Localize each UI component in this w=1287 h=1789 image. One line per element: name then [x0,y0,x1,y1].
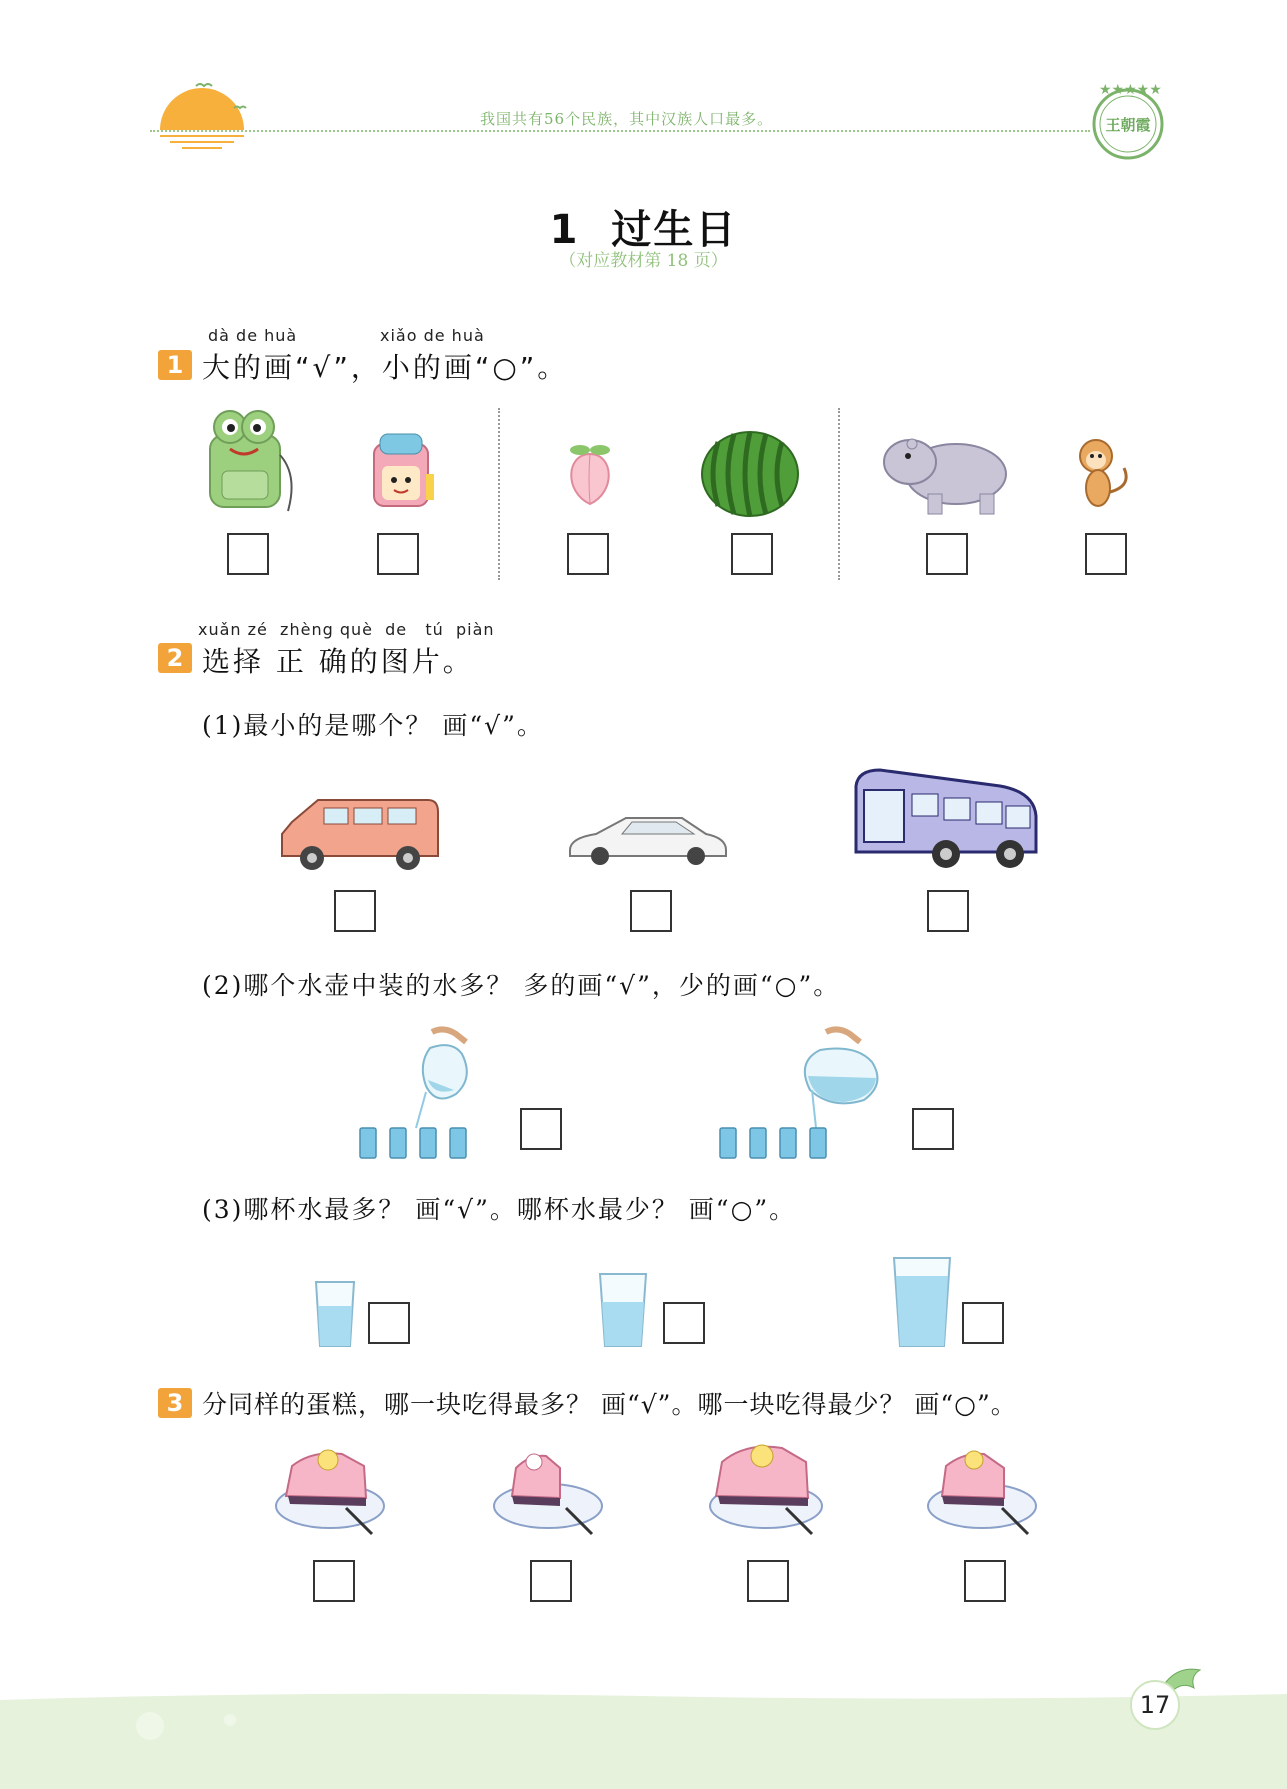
q3-answer-box-2[interactable] [530,1560,572,1602]
q1-answer-box-3[interactable] [567,533,609,575]
header-divider [150,130,1090,132]
sun-logo-icon [150,72,260,152]
question-2-text: 选择 正 确的图片。 [202,645,474,678]
footer-background [0,1690,1287,1789]
q2-sub2-text: (2)哪个水壶中装的水多？ 多的画“√”，少的画“○”。 [202,971,841,1000]
cake-slice-icon [490,1446,610,1540]
question-number-3: 3 [158,1388,192,1418]
q2-3-answer-box-1[interactable] [368,1302,410,1344]
publisher-badge [1085,76,1171,162]
hippo-icon [882,428,1010,518]
header-tagline: 我国共有56个民族，其中汉族人口最多。 [480,110,774,128]
water-glass-medium-icon [596,1268,650,1350]
page-number: 17 [1130,1680,1180,1730]
question-3-text: 分同样的蛋糕，哪一块吃得最多？ 画“√”。哪一块吃得最少？ 画“○”。 [202,1390,1017,1419]
question-1-text: 大的画“√”，小的画“○”。 [202,351,569,384]
badge-label: 王朝霞 [1105,116,1151,134]
car-icon [566,812,730,866]
q2-1-answer-box-car[interactable] [630,890,672,932]
q3-answer-box-3[interactable] [747,1560,789,1602]
page-subtitle: （对应教材第 18 页） [559,251,728,271]
cake-slice-icon [924,1446,1044,1540]
svg-text:★★★★★: ★★★★★ [1099,82,1162,98]
q1-answer-box-6[interactable] [1085,533,1127,575]
green-backpack-icon [200,405,300,515]
q2-sub3-text: (3)哪杯水最多？ 画“√”。哪杯水最少？ 画“○”。 [202,1195,797,1224]
bus-icon [850,766,1040,872]
q2-2-answer-box-1[interactable] [520,1108,562,1150]
question-number-1: 1 [158,350,192,380]
q2-3-answer-box-3[interactable] [962,1302,1004,1344]
q2-2-answer-box-2[interactable] [912,1108,954,1150]
water-glass-small-icon [312,1276,358,1350]
q1-answer-box-5[interactable] [926,533,968,575]
watermelon-icon [698,428,802,518]
q1-pinyin-a: dà de huà [208,326,298,345]
q1-answer-box-4[interactable] [731,533,773,575]
van-icon [278,794,440,876]
cake-slice-icon [272,1446,392,1540]
peach-icon [560,440,620,510]
q1-pinyin-b: xiǎo de huà [380,326,485,345]
q2-pinyin: xuǎn zé zhèng què de tú piàn [198,620,495,639]
water-glass-large-icon [890,1252,954,1350]
q1-answer-box-2[interactable] [377,533,419,575]
page-title: 1 过生日 [549,207,738,253]
monkey-icon [1072,436,1136,516]
q2-3-answer-box-2[interactable] [663,1302,705,1344]
q2-1-answer-box-van[interactable] [334,890,376,932]
pitcher-pouring-icon [356,1024,496,1162]
q1-answer-box-1[interactable] [227,533,269,575]
divider-2 [838,408,840,580]
divider-1 [498,408,500,580]
q2-1-answer-box-bus[interactable] [927,890,969,932]
q3-answer-box-1[interactable] [313,1560,355,1602]
q2-sub1-text: (1)最小的是哪个？ 画“√”。 [202,711,544,740]
pitcher-pouring-icon [716,1024,896,1162]
question-number-2: 2 [158,643,192,673]
q3-answer-box-4[interactable] [964,1560,1006,1602]
cake-slice-icon [706,1440,830,1540]
small-backpack-icon [368,430,438,514]
